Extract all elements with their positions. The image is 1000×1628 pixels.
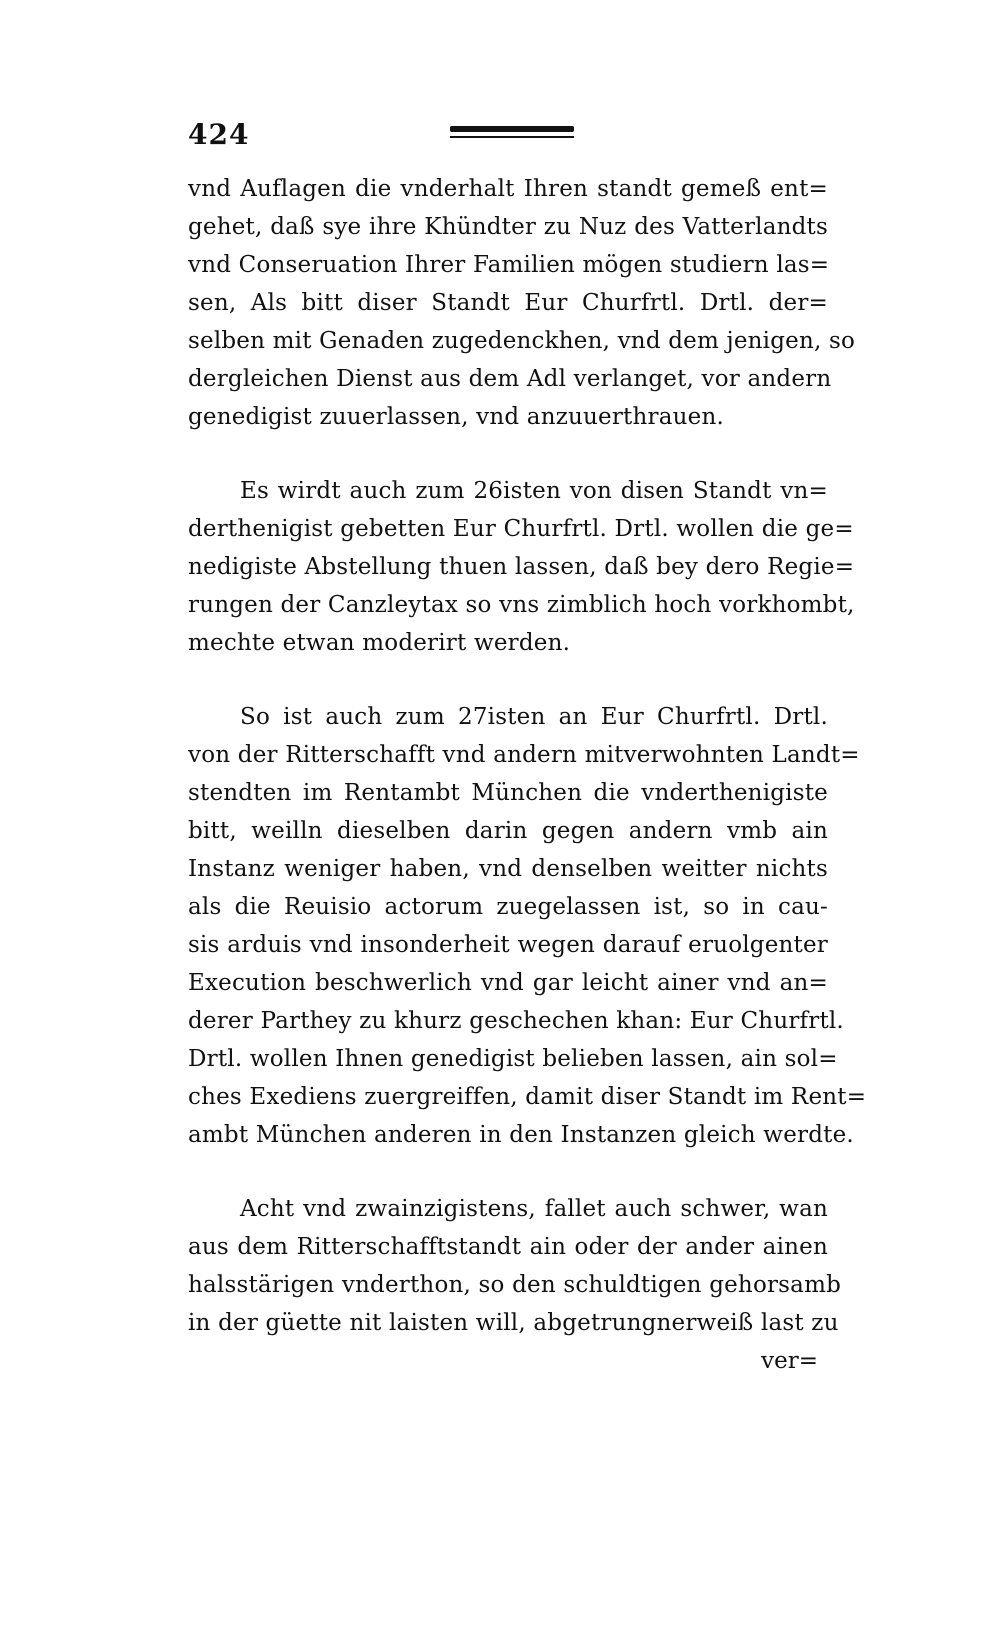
text-line: stendten im Rentambt München die vnderthenigiste xyxy=(188,780,828,806)
text-line: Execution beschwerlich vnd gar leicht ainer vnd an= xyxy=(188,970,828,996)
paragraph xyxy=(188,472,855,662)
paragraph-gap xyxy=(188,662,828,698)
text-line: sis arduis vnd insonderheit wegen darauf eruolgenter xyxy=(188,932,828,958)
text-line: bitt, weilln dieselben darin gegen andern vmb ain xyxy=(188,818,828,844)
text-line: Acht vnd zwainzigistens, fallet auch schwer, wan xyxy=(240,1196,828,1222)
text-line: gehet, daß sye ihre Khündter zu Nuz des Vatterlandts xyxy=(188,214,828,240)
header-rule-thin xyxy=(450,136,574,138)
text-line: Drtl. wollen Ihnen genedigist belieben lassen, ain sol= xyxy=(188,1046,838,1072)
text-line: vnd Conseruation Ihrer Familien mögen studiern las= xyxy=(188,252,830,278)
paragraph-gap xyxy=(188,436,828,472)
text-line: vnd Auflagen die vnderhalt Ihren standt gemeß ent= xyxy=(188,176,828,202)
catchword: ver= xyxy=(761,1348,818,1374)
text-line: ches Exediens zuergreiffen, damit diser Standt im Rent= xyxy=(188,1084,867,1110)
header-rule-thick xyxy=(450,126,574,132)
text-line: mechte etwan moderirt werden. xyxy=(188,630,571,656)
text-line: genedigist zuuerlassen, vnd anzuuerthrauen. xyxy=(188,404,724,430)
text-line: dergleichen Dienst aus dem Adl verlanget, vor andern xyxy=(188,366,832,392)
text-line: So ist auch zum 27isten an Eur Churfrtl. Drtl. xyxy=(240,704,828,730)
text-line: halsstärigen vnderthon, so den schuldtigen gehorsamb xyxy=(188,1272,842,1298)
body-text xyxy=(188,170,867,1380)
text-line: Instanz weniger haben, vnd denselben weitter nichts xyxy=(188,856,828,882)
text-line: sen, Als bitt diser Standt Eur Churfrtl. Drtl. der= xyxy=(188,290,828,316)
text-line: Es wirdt auch zum 26isten von disen Standt vn= xyxy=(240,478,828,504)
header-ornament-rule xyxy=(450,126,574,138)
paragraph-gap xyxy=(188,1154,828,1190)
text-line: selben mit Genaden zugedenckhen, vnd dem jenigen, so xyxy=(188,328,856,354)
page-number: 424 xyxy=(188,118,250,151)
text-line: als die Reuisio actorum zuegelassen ist, so in cau- xyxy=(188,894,828,920)
text-line: nedigiste Abstellung thuen lassen, daß bey dero Regie= xyxy=(188,554,855,580)
page-header xyxy=(188,118,828,158)
text-line: ambt München anderen in den Instanzen gleich werdte. xyxy=(188,1122,854,1148)
text-line: rungen der Canzleytax so vns zimblich hoch vorkhombt, xyxy=(188,592,855,618)
text-line: derthenigist gebetten Eur Churfrtl. Drtl. wollen die ge= xyxy=(188,516,854,542)
paragraph xyxy=(188,170,856,436)
text-line: derer Parthey zu khurz geschechen khan: Eur Churfrtl. xyxy=(188,1008,844,1034)
paragraph xyxy=(188,1190,842,1342)
paragraph xyxy=(188,698,867,1154)
text-line: aus dem Ritterschafftstandt ain oder der ander ainen xyxy=(188,1234,828,1260)
text-line: in der güette nit laisten will, abgetrungnerweiß last zu xyxy=(188,1310,839,1336)
text-line: von der Ritterschafft vnd andern mitverwohnten Landt= xyxy=(188,742,860,768)
